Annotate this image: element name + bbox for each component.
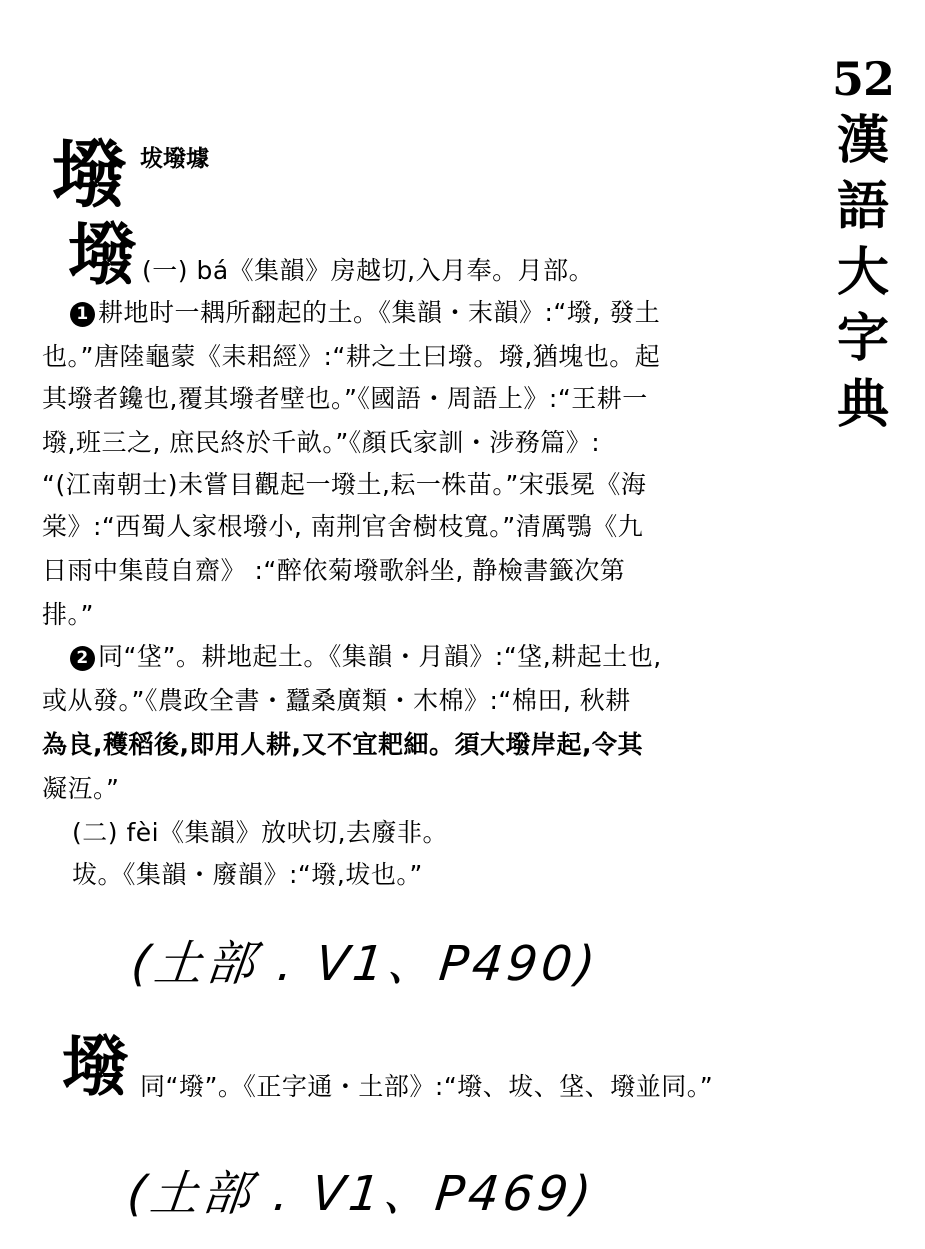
title-char: 大 — [836, 243, 889, 303]
def1-line-7: 日雨中集葭自齋》 :“醉依菊墢歌斜坐, 静檢書籤次第 — [42, 556, 626, 585]
def2-line-1 — [70, 642, 662, 672]
def1-line-4: 墢,班三之, 庶民終於千畝。”《顏氏家訓・涉務篇》: — [42, 428, 601, 457]
def1-line-1 — [70, 298, 660, 328]
reading1-line: (一) bá《集韻》房越切,入月奉。月部。 — [142, 256, 595, 285]
reading2-def: 坺。《集韻・廢韻》:“墢,坺也。” — [72, 860, 423, 889]
entry1-variants: 坺墢壉 — [140, 146, 209, 172]
entry1-headword: 墢 — [52, 132, 126, 218]
def2-line-4: 凝沍。” — [42, 774, 120, 803]
def1-line-6: 棠》:“西蜀人家根墢小, 南荆官舍樹枝寬。”清厲鶚《九 — [42, 512, 644, 541]
reading2-line: (二) fèi《集韻》放吠切,去廢非。 — [72, 818, 449, 847]
title-char: 典 — [836, 375, 889, 435]
title-char: 字 — [836, 309, 889, 369]
def2-text: 同“垡”。耕地起土。《集韻・月韻》:“垡,耕起土也, — [98, 642, 662, 671]
handwritten-note-1: (土部 . V1、P490) — [128, 936, 602, 992]
def1-line-2: 也。”唐陸龜蒙《耒耜經》:“耕之土曰墢。墢,猶塊也。起 — [42, 342, 661, 371]
title-char: 漢 — [836, 111, 889, 171]
def1-marker: 1 — [70, 302, 95, 327]
entry1-form-char: 墢 — [68, 216, 137, 295]
def2-line-2: 或从發。”《農政全書・蠶桑廣類・木棉》:“棉田, 秋耕 — [42, 686, 631, 715]
entry2-definition: 同“墢”。《正字通・土部》:“墢、坺、垡、墢並同。” — [140, 1072, 714, 1101]
def1-line-5: “(江南朝士)未嘗目觀起一墢土,耘一株苗。”宋張冕《海 — [42, 470, 647, 499]
def1-line-3: 其墢者鑱也,覆其墢者壁也。”《國語・周語上》:“王耕一 — [42, 384, 648, 413]
entry2-headword: 墢 — [62, 1028, 128, 1105]
def2-marker: 2 — [70, 646, 95, 671]
def1-line-8: 排。” — [42, 600, 94, 629]
def1-text: 耕地时一耦所翻起的土。《集韻・末韻》:“墢, 發土 — [98, 298, 661, 327]
volume-number: 52 — [832, 52, 895, 106]
title-char: 語 — [836, 177, 889, 237]
dictionary-title — [834, 108, 892, 438]
handwritten-note-2: (土部 . V1、P469) — [124, 1166, 598, 1222]
def2-line-3: 為良,穫稻後,即用人耕,又不宜耙細。須大墢岸起,令其 — [42, 730, 643, 759]
